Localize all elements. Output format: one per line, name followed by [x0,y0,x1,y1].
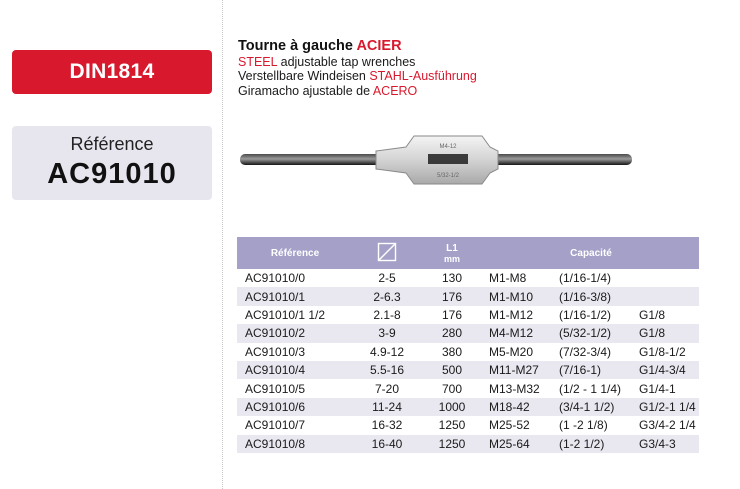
table-row [237,287,699,305]
cell-reference: AC91010/1 1/2 [245,307,326,322]
cell-diameter: 5.5-16 [353,361,421,379]
reference-code: AC91010 [47,158,177,190]
product-titles [238,39,477,98]
title-fr-main: Tourne à gauche [238,38,353,54]
cell-l1: 1250 [421,435,483,453]
cell-metric-capacity: M4-M12 [483,324,559,342]
cell-reference: AC91010/1 [237,287,353,305]
cell-gas-capacity: G3/4-3 [639,435,699,453]
header-l1-label: L1 [446,242,458,254]
table-row [237,306,699,324]
cell-imperial-capacity: (3/4-1 1/2) [559,398,639,416]
cell-l1: 176 [441,307,463,322]
cell-l1: 176 [421,287,483,305]
cell-l1: 1000 [421,398,483,416]
cell-gas-capacity: G1/8 [639,307,666,322]
cell-metric-capacity: M1-M10 [483,287,559,305]
cell-metric-capacity: M1-M8 [489,271,527,286]
cell-diameter: 3-9 [353,324,421,342]
header-l1-unit: mm [443,253,460,264]
cell-gas-capacity: G1/8-1/2 [639,344,686,359]
cell-gas-capacity [639,269,699,287]
title-de-main: Verstellbare Windeisen [238,69,366,83]
marking-bottom: 5/32-1/2 [436,173,460,179]
cell-imperial-capacity: (1-2 1/2) [559,435,639,453]
table-row [237,324,699,342]
spec-table [237,237,699,453]
cell-reference: AC91010/8 [237,435,353,453]
title-fr [238,39,477,54]
cell-metric-capacity: M25-52 [489,418,530,433]
cell-imperial-capacity: (7/16-1) [559,361,639,379]
cell-diameter: 11-24 [353,398,421,416]
title-es-material: ACERO [372,83,418,98]
cell-imperial-capacity: (5/32-1/2) [559,324,639,342]
cell-imperial-capacity: (1/16-1/2) [559,307,612,322]
cell-imperial-capacity: (7/32-3/4) [559,344,612,359]
table-row [237,269,699,287]
table-row [237,343,699,361]
cell-gas-capacity: G1/4-3/4 [639,361,699,379]
left-handle [240,154,388,165]
header-capacity: Capacité [483,237,699,269]
vertical-divider [222,0,223,489]
din-standard-badge [12,50,212,94]
cell-l1: 130 [441,271,463,286]
reference-box [12,126,212,200]
table-row [237,379,699,397]
cell-reference: AC91010/3 [245,344,306,359]
header-l1 [421,237,483,269]
cell-metric-capacity: M13-M32 [489,381,540,396]
table-row [237,435,699,453]
cell-diameter: 2-6.3 [353,287,421,305]
title-en-material: STEEL [238,54,278,69]
cell-reference: AC91010/5 [245,381,306,396]
cell-diameter: 4.9-12 [369,344,405,359]
diameter-square-icon [377,242,397,262]
cell-diameter: 16-32 [371,418,403,433]
cell-l1: 280 [421,324,483,342]
cell-imperial-capacity: (1/16-3/8) [559,287,639,305]
table-row [237,398,699,416]
table-row [237,361,699,379]
cell-imperial-capacity: (1 -2 1/8) [559,418,608,433]
cell-metric-capacity: M1-M12 [489,307,534,322]
cell-imperial-capacity: (1/16-1/4) [559,271,612,286]
marking-top: M4-12 [439,144,457,150]
cell-imperial-capacity: (1/2 - 1 1/4) [559,381,622,396]
cell-reference: AC91010/7 [245,418,306,433]
cell-reference: AC91010/2 [237,324,353,342]
cell-l1: 1250 [438,418,466,433]
tap-wrench-image [236,132,636,192]
title-es-main: Giramacho ajustable de [238,83,371,98]
cell-metric-capacity: M11-M27 [483,361,559,379]
header-reference: Référence [237,237,353,269]
cell-gas-capacity: G3/4-2 1/4 [639,418,696,433]
table-header-row [237,237,699,269]
reference-label: Référence [70,134,154,154]
cell-gas-capacity [639,287,699,305]
cell-diameter: 2.1-8 [373,307,401,322]
cell-diameter: 2-5 [378,271,396,286]
tap-slot [428,154,468,164]
title-en [238,55,477,70]
cell-l1: 500 [421,361,483,379]
table-row [237,416,699,434]
title-de [238,69,477,84]
tap-wrench-illustration [236,132,636,192]
cell-metric-capacity: M5-M20 [489,344,534,359]
header-diameter [353,237,421,269]
right-handle [484,154,632,165]
cell-metric-capacity: M25-64 [483,435,559,453]
cell-gas-capacity: G1/8 [639,324,699,342]
cell-gas-capacity: G1/2-1 1/4 [639,398,699,416]
cell-gas-capacity: G1/4-1 [639,381,676,396]
cell-metric-capacity: M18-42 [483,398,559,416]
cell-diameter: 16-40 [353,435,421,453]
cell-l1: 380 [441,344,463,359]
cell-reference: AC91010/0 [245,271,306,286]
cell-l1: 700 [441,381,463,396]
title-en-rest: adjustable tap wrenches [280,54,416,69]
table-body [237,269,699,453]
title-fr-material: ACIER [356,38,402,54]
title-de-material: STAHL-Ausführung [369,69,477,83]
title-es [238,84,477,99]
cell-reference: AC91010/4 [237,361,353,379]
din-standard-text: DIN1814 [69,60,155,83]
cell-reference: AC91010/6 [237,398,353,416]
cell-diameter: 7-20 [374,381,400,396]
